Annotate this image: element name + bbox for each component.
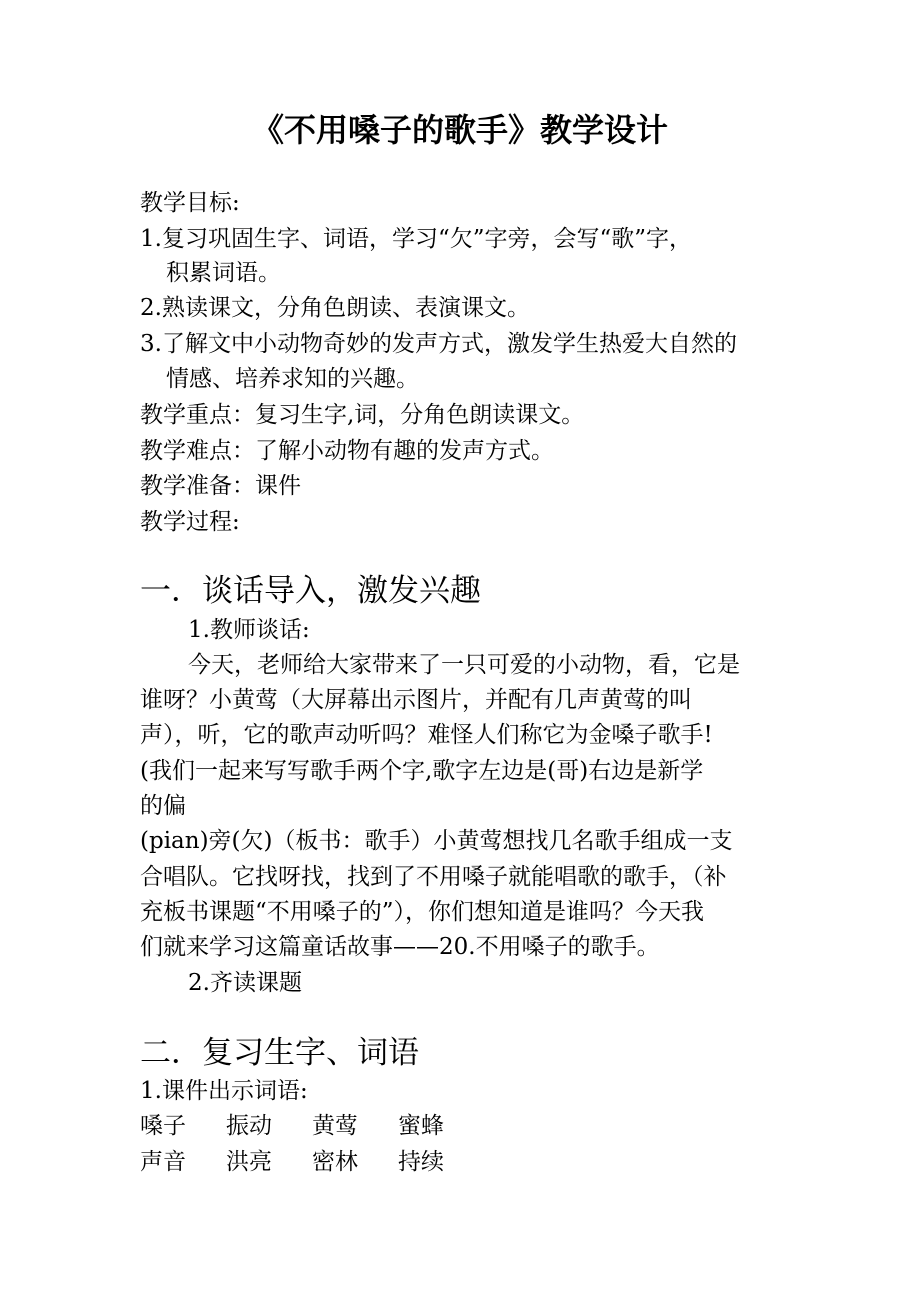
section-1-heading: 一．谈话导入，激发兴趣 [140, 573, 481, 609]
section-2-step-1: 1.课件出示词语: [140, 1078, 308, 1104]
vocab-word: 持续 [398, 1149, 444, 1175]
vocab-word: 蜜蜂 [398, 1113, 444, 1139]
objective-2: 2.熟读课文，分角色朗读、表演课文。 [140, 295, 530, 321]
paragraph-line: 今天，老师给大家带来了一只可爱的小动物，看，它是 [188, 652, 740, 678]
objective-1-line-1: 1.复习巩固生字、词语，学习“欠”字旁，会写“歌”字， [140, 226, 692, 252]
vocab-word: 黄莺 [312, 1113, 358, 1139]
paragraph-line: (pian)旁(欠)（板书：歌手）小黄莺想找几名歌手组成一支 [140, 828, 733, 854]
vocab-word: 振动 [226, 1113, 272, 1139]
document-title: 《不用嗓子的歌手》教学设计 [251, 111, 668, 149]
objective-1-line-2: 积累词语。 [166, 260, 281, 286]
paragraph-line: 的偏 [140, 793, 186, 819]
paragraph-line: 们就来学习这篇童话故事——20.不用嗓子的歌手。 [140, 934, 660, 960]
objective-3-line-1: 3.了解文中小动物奇妙的发声方式，激发学生热爱大自然的 [140, 331, 737, 357]
paragraph-line: 合唱队。它找呀找，找到了不用嗓子就能唱歌的歌手，（补 [140, 864, 727, 890]
word-row-2 [140, 1145, 484, 1179]
word-row-1 [140, 1109, 484, 1143]
objective-3-line-2: 情感、培养求知的兴趣。 [166, 366, 419, 392]
process-heading: 教学过程: [140, 509, 240, 535]
vocab-word: 洪亮 [226, 1149, 272, 1175]
key-point: 教学重点：复习生字,词，分角色朗读课文。 [140, 402, 585, 428]
paragraph-line: 充板书课题“不用嗓子的”），你们想知道是谁吗？今天我 [140, 899, 705, 925]
section-1-step-2: 2.齐读课题 [188, 970, 302, 996]
vocab-word: 密林 [312, 1149, 358, 1175]
vocab-word: 嗓子 [140, 1113, 186, 1139]
paragraph-line: 谁呀？小黄莺（大屏幕出示图片，并配有几声黄莺的叫 [140, 687, 692, 713]
preparation: 教学准备：课件 [140, 473, 301, 499]
vocab-word: 声音 [140, 1149, 186, 1175]
section-2-heading: 二．复习生字、词语 [140, 1035, 419, 1071]
paragraph-line: 声），听，它的歌声动听吗？难怪人们称它为金嗓子歌手! [140, 722, 713, 748]
section-1-step-1: 1.教师谈话: [188, 617, 310, 643]
difficulty: 教学难点：了解小动物有趣的发声方式。 [140, 438, 554, 464]
objectives-heading: 教学目标: [140, 190, 240, 216]
paragraph-line: (我们一起来写写歌手两个字,歌字左边是(哥)右边是新学 [140, 758, 704, 784]
